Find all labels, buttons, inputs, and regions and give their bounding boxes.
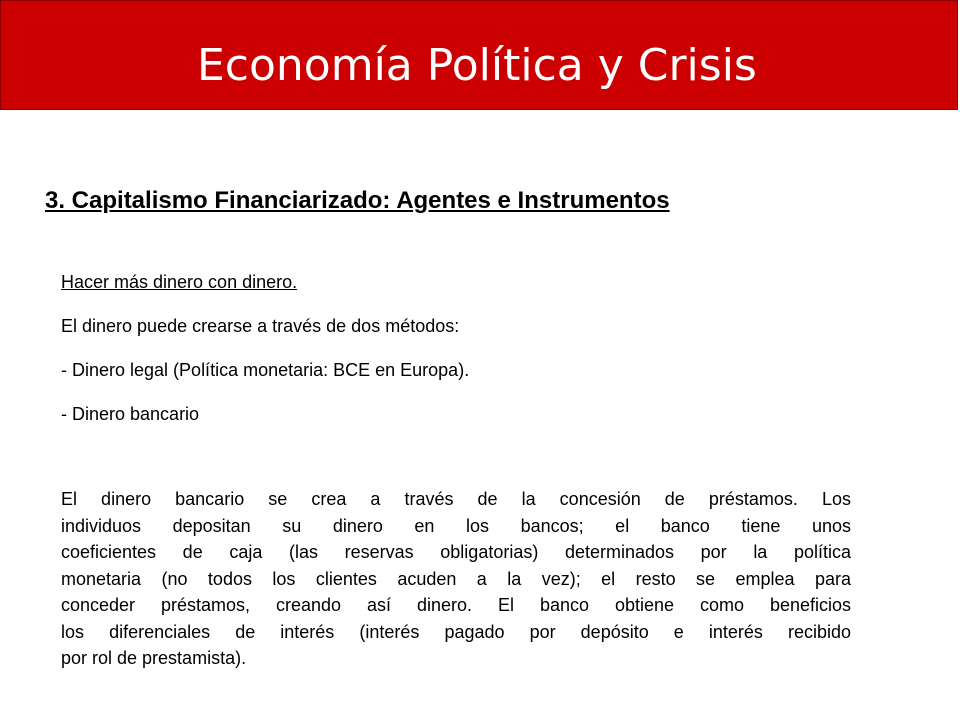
paragraph-line: por rol de prestamista). bbox=[61, 648, 247, 668]
paragraph-line: monetaria (no todos los clientes acuden a la vez); el resto se emplea para bbox=[61, 568, 851, 589]
intro-line-1: Hacer más dinero con dinero. bbox=[61, 272, 298, 292]
intro-line-2: El dinero puede crearse a través de dos métodos: bbox=[61, 316, 460, 336]
paragraph-line: los diferenciales de interés (interés pagado por depósito e interés recibido bbox=[61, 621, 851, 642]
section-heading: 3. Capitalismo Financiarizado: Agentes e Instrumentos bbox=[45, 187, 670, 214]
paragraph-line: conceder préstamos, creando así dinero. El banco obtiene como beneficios bbox=[61, 595, 851, 615]
slide-title: Economía Política y Crisis bbox=[197, 40, 757, 91]
intro-bullet-legal: - Dinero legal (Política monetaria: BCE en Europa). bbox=[61, 360, 470, 380]
intro-bullet-bancario: - Dinero bancario bbox=[61, 404, 200, 424]
paragraph-line: El dinero bancario se crea a través de la concesión de préstamos. Los bbox=[61, 489, 851, 509]
paragraph-line: coeficientes de caja (las reservas obligatorias) determinados por la política bbox=[61, 542, 851, 562]
body-paragraph bbox=[61, 486, 851, 672]
paragraph-line: individuos depositan su dinero en los bancos; el banco tiene unos bbox=[61, 515, 851, 536]
title-bar bbox=[0, 0, 958, 110]
